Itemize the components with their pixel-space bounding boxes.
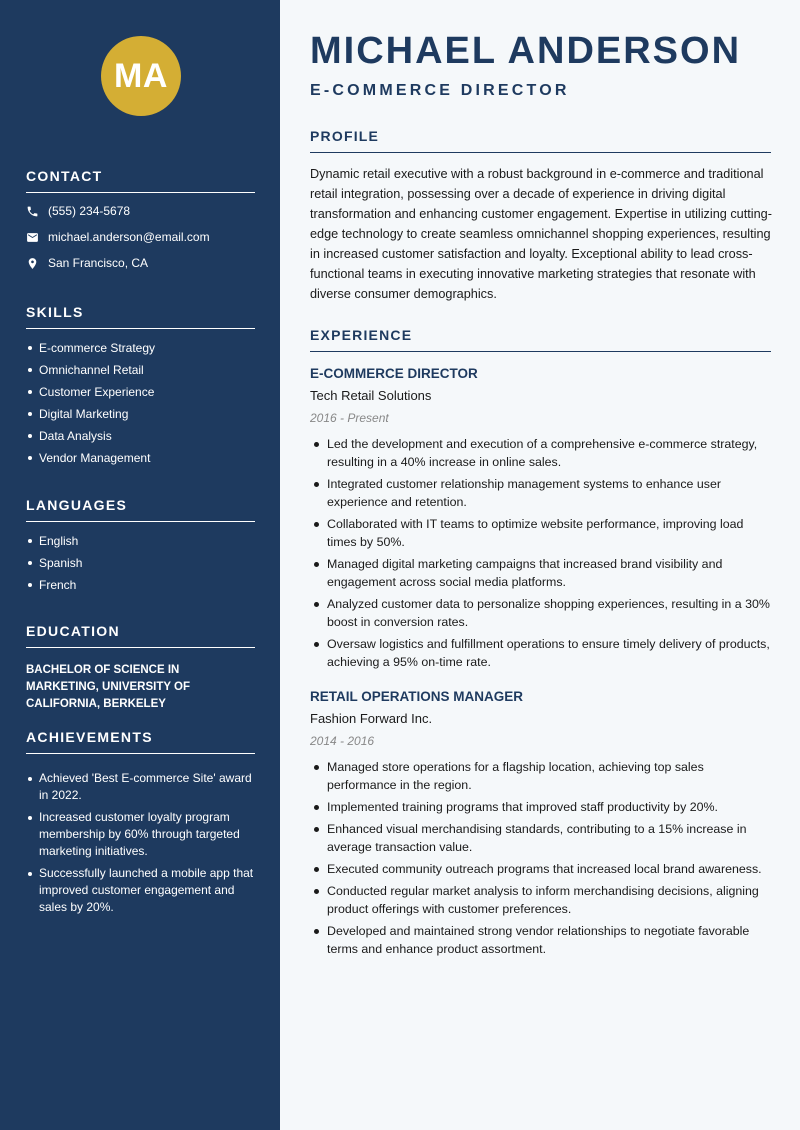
job-bullet: Managed store operations for a flagship location, achieving top sales performance in the region. — [310, 758, 772, 794]
achievement-item: Successfully launched a mobile app that improved customer engagement and sales by 20%. — [26, 865, 255, 916]
job-title: RETAIL OPERATIONS MANAGER — [310, 689, 524, 704]
language-item: English — [26, 530, 255, 552]
skill-item: Customer Experience — [26, 381, 255, 403]
contact-email — [26, 224, 255, 250]
skill-item: Vendor Management — [26, 447, 255, 469]
job-bullet: Developed and maintained strong vendor relationships to negotiate favorable terms and enhance product assortment. — [310, 922, 772, 958]
job-title: E-COMMERCE DIRECTOR — [310, 366, 478, 381]
contact-heading: CONTACT — [26, 168, 255, 193]
achievements-list — [26, 770, 255, 916]
avatar — [101, 36, 181, 116]
skill-item: Data Analysis — [26, 425, 255, 447]
skill-item: Omnichannel Retail — [26, 359, 255, 381]
candidate-title: E-COMMERCE DIRECTOR — [310, 82, 570, 99]
skill-item: Digital Marketing — [26, 403, 255, 425]
job-bullet: Enhanced visual merchandising standards, contributing to a 15% increase in average transaction value. — [310, 820, 772, 856]
location-text: San Francisco, CA — [48, 256, 149, 270]
profile-text: Dynamic retail executive with a robust background in e-commerce and traditional retail integration, possessing over a decade of experience in driving digital transformation and enhancing customer engagement. Expertise in utilizing cutting-edge technology to create seamless omnichannel shopping experiences, resulting in increased customer satisfaction and loyalty. Exceptional ability to lead cross-functional teams in executing innovative marketing strategies that resonate with diverse consumer demographics. — [310, 167, 772, 301]
contact-location — [26, 250, 255, 276]
skills-list — [26, 337, 255, 469]
experience-heading: EXPERIENCE — [310, 327, 771, 352]
job-company: Fashion Forward Inc. — [310, 711, 433, 726]
job-bullets — [310, 435, 772, 671]
achievements-section — [26, 729, 255, 916]
main-content — [280, 0, 800, 1130]
contact-section — [26, 168, 255, 276]
job-company: Tech Retail Solutions — [310, 388, 432, 403]
phone-text: (555) 234-5678 — [48, 204, 131, 218]
skills-section — [26, 304, 255, 469]
avatar-initials: MA — [114, 56, 168, 95]
job-bullet: Collaborated with IT teams to optimize website performance, improving load times by 50%. — [310, 515, 772, 551]
language-item: French — [26, 574, 255, 596]
job-bullet: Managed digital marketing campaigns that increased brand visibility and engagement across social media platforms. — [310, 555, 772, 591]
contact-phone — [26, 198, 255, 224]
skill-item: E-commerce Strategy — [26, 337, 255, 359]
location-pin-icon — [26, 257, 39, 270]
email-text: michael.anderson@email.com — [48, 230, 210, 244]
job-entry — [310, 363, 772, 675]
languages-section — [26, 497, 255, 596]
job-bullets — [310, 758, 772, 958]
job-bullet: Led the development and execution of a comprehensive e-commerce strategy, resulting in a 40% increase in online sales. — [310, 435, 772, 471]
candidate-name: MICHAEL ANDERSON — [310, 30, 742, 72]
mail-icon — [26, 231, 39, 244]
job-dates: 2014 - 2016 — [310, 734, 375, 748]
profile-heading: PROFILE — [310, 128, 771, 153]
achievement-item: Achieved 'Best E-commerce Site' award in 2022. — [26, 770, 255, 804]
job-entry — [310, 686, 772, 962]
education-degree: BACHELOR OF SCIENCE IN MARKETING, UNIVERSITY OF CALIFORNIA, BERKELEY — [26, 664, 190, 710]
education-section — [26, 623, 255, 713]
languages-heading: LANGUAGES — [26, 497, 255, 522]
job-bullet: Executed community outreach programs that increased local brand awareness. — [310, 860, 772, 878]
job-bullet: Implemented training programs that improved staff productivity by 20%. — [310, 798, 772, 816]
job-bullet: Conducted regular market analysis to inform merchandising decisions, aligning product offerings with customer preferences. — [310, 882, 772, 918]
languages-list — [26, 530, 255, 596]
job-bullet: Analyzed customer data to personalize shopping experiences, resulting in a 30% boost in conversion rates. — [310, 595, 772, 631]
education-heading: EDUCATION — [26, 623, 255, 648]
phone-icon — [26, 205, 39, 218]
achievement-item: Increased customer loyalty program membership by 60% through targeted marketing initiatives. — [26, 809, 255, 860]
sidebar — [0, 0, 280, 1130]
job-bullet: Oversaw logistics and fulfillment operations to ensure timely delivery of products, achieving a 95% on-time rate. — [310, 635, 772, 671]
skills-heading: SKILLS — [26, 304, 255, 329]
job-dates: 2016 - Present — [310, 411, 389, 425]
job-bullet: Integrated customer relationship management systems to enhance user experience and retention. — [310, 475, 772, 511]
achievements-heading: ACHIEVEMENTS — [26, 729, 255, 754]
language-item: Spanish — [26, 552, 255, 574]
